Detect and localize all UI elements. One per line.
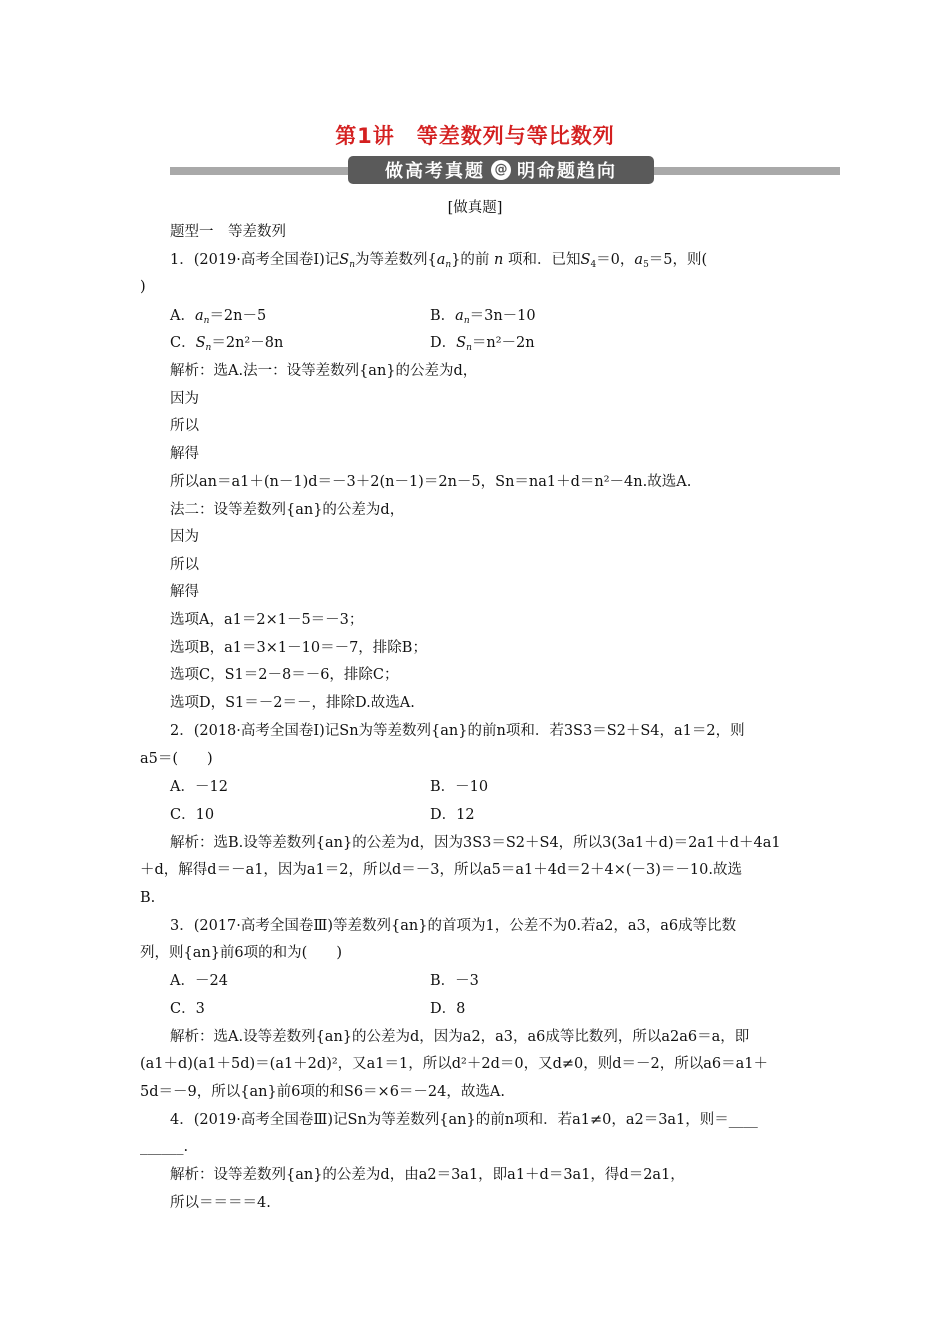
q4-stem-cont: ______. bbox=[140, 1139, 189, 1155]
q2-stem-cont: a5＝( ) bbox=[140, 751, 213, 767]
q1-option-c: C．$S_n=2n^2-8n$ bbox=[170, 335, 284, 353]
q1-because-2: 因为 bbox=[170, 529, 199, 545]
q1-solution-1-end: 所以an＝a1＋(n－1)d＝－3＋2(n－1)＝2n－5，Sn＝na1＋d＝n²－4n.故选A. bbox=[170, 474, 692, 490]
q1-solution-2: 法二：设等差数列{an}的公差为d， bbox=[170, 502, 405, 518]
q1-solve-1: 解得 bbox=[170, 446, 199, 462]
banner-rule-left bbox=[170, 167, 350, 175]
q3-option-a: A．－24 bbox=[170, 973, 228, 989]
q4-solution-2: 所以＝＝＝＝4. bbox=[170, 1195, 271, 1211]
banner-rule-right bbox=[652, 167, 840, 175]
q3-option-d: D．8 bbox=[430, 1001, 466, 1017]
q3-solution-1: 解析：选A.设等差数列{an}的公差为d，因为a2，a3，a6成等比数列，所以a2a6＝a，即 bbox=[170, 1029, 750, 1045]
at-icon: @ bbox=[491, 160, 511, 180]
q1-check-c: 选项C，S1＝2－8＝－6，排除C； bbox=[170, 667, 399, 683]
q1-stem-cont: ) bbox=[140, 279, 146, 295]
q1-so-1: 所以 bbox=[170, 418, 199, 434]
section-banner bbox=[348, 156, 654, 184]
q1-check-d: 选项D，S1＝－2＝－，排除D.故选A. bbox=[170, 695, 415, 711]
q3-solution-2: (a1＋d)(a1＋5d)＝(a1＋2d)²，又a1＝1，所以d²＋2d＝0，又d≠0，则d＝－2，所以a6＝a1＋ bbox=[140, 1056, 768, 1072]
q2-option-d: D．12 bbox=[430, 807, 475, 823]
q4-solution-1: 解析：设等差数列{an}的公差为d，由a2＝3a1，即a1＋d＝3a1，得d＝2a1， bbox=[170, 1167, 685, 1183]
q3-stem: 3．(2017·高考全国卷Ⅲ)等差数列{an}的首项为1，公差不为0.若a2，a3，a6成等比数 bbox=[170, 918, 737, 934]
q1-check-a: 选项A，a1＝2×1－5＝－3； bbox=[170, 612, 364, 628]
q2-option-c: C．10 bbox=[170, 807, 215, 823]
q1-because-1: 因为 bbox=[170, 391, 199, 407]
type-heading: 题型一 等差数列 bbox=[170, 224, 286, 240]
q1-stem: 1．(2019·高考全国卷Ⅰ)记$S_n$为等差数列$\{a_n\}$的前 n 项和．已知$S_4=0$，$a_5=5$，则( bbox=[170, 252, 708, 270]
q1-option-b: B．$a_n=3n-10$ bbox=[430, 308, 536, 326]
q4-stem: 4．(2019·高考全国卷Ⅲ)记Sn为等差数列{an}的前n项和．若a1≠0，a2＝3a1，则＝____ bbox=[170, 1112, 758, 1128]
q3-solution-3: 5d＝－9，所以{an}前6项的和S6＝×6＝－24，故选A. bbox=[140, 1084, 505, 1100]
q1-solve-2: 解得 bbox=[170, 584, 199, 600]
q1-so-2: 所以 bbox=[170, 557, 199, 573]
q2-solution-1: 解析：选B.设等差数列{an}的公差为d，因为3S3＝S2＋S4，所以3(3a1＋d)＝2a1＋d＋4a1 bbox=[170, 835, 781, 851]
q3-stem-cont: 列，则{an}前6项的和为( ) bbox=[140, 945, 342, 961]
q3-option-c: C．3 bbox=[170, 1001, 205, 1017]
q3-option-b: B．－3 bbox=[430, 973, 479, 989]
section-tag: [做真题] bbox=[447, 200, 503, 216]
banner-right-text: 明命题趋向 bbox=[517, 161, 617, 182]
q1-check-b: 选项B，a1＝3×1－10＝－7，排除B； bbox=[170, 640, 427, 656]
q2-stem: 2．(2018·高考全国卷Ⅰ)记Sn为等差数列{an}的前n项和．若3S3＝S2＋S4，a1＝2，则 bbox=[170, 723, 745, 739]
q1-option-a: A．$a_n=2n-5$ bbox=[170, 308, 267, 326]
q2-solution-3: B. bbox=[140, 890, 156, 906]
q2-option-b: B．－10 bbox=[430, 779, 489, 795]
q1-solution-1: 解析：选A.法一：设等差数列{an}的公差为d， bbox=[170, 363, 478, 379]
page-title: 第1讲 等差数列与等比数列 bbox=[335, 124, 615, 148]
q1-option-d: D．$S_n=n^2-2n$ bbox=[430, 335, 535, 353]
q2-option-a: A．－12 bbox=[170, 779, 228, 795]
q2-solution-2: ＋d，解得d＝－a1，因为a1＝2，所以d＝－3，所以a5＝a1＋4d＝2＋4×(－3)＝－10.故选 bbox=[140, 862, 742, 878]
banner-left-text: 做高考真题 bbox=[385, 161, 485, 182]
